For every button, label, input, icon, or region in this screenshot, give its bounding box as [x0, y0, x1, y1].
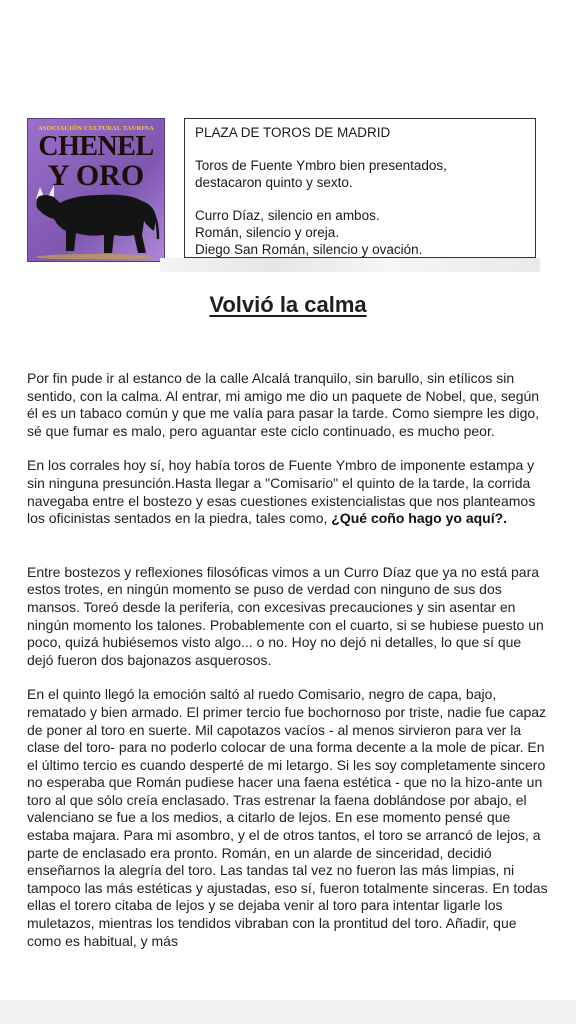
logo-name-line1: CHENEL: [38, 131, 154, 162]
article-body: [27, 370, 551, 967]
article-title: [0, 292, 576, 318]
chenel-y-oro-logo: [27, 118, 165, 262]
scan-artifact: [160, 258, 540, 272]
logo-association-text: ASOCIACIÓN CULTURAL TAURINA: [37, 125, 155, 132]
bull-icon: [30, 179, 162, 259]
venue-name: PLAZA DE TOROS DE MADRID: [195, 125, 391, 140]
paragraph-2: [27, 457, 551, 527]
result-curro-diaz: Curro Díaz, silencio en ambos.: [195, 208, 380, 223]
article-title-text: Volvió la calma: [209, 292, 367, 317]
bottom-fade: [0, 960, 576, 1000]
paragraph-3: Entre bostezos y reflexiones filosóficas vimos a un Curro Díaz que ya no está para estos trotes, en ningún momento se puso de verdad con ninguno de sus dos mansos. Toreó desde la periferia, con excesivas precauciones y sin asentar en ningún momento los talones. Probablemente con el cuarto, si se hubiese puesto un poco, quizá hubiésemos visto algo... o no. Hoy no dejó ni detalles, lo que sí que dejó fueron dos bajonazos asquerosos.: [27, 563, 544, 668]
logo-name-line2: Y ORO: [47, 159, 145, 192]
result-diego-san-roman: Diego San Román, silencio y ovación.: [195, 242, 423, 257]
paragraph-1: Por fin pude ir al estanco de la calle Alcalá tranquilo, sin barullo, sin etílicos sin sentido, con la calma. Al entrar, mi amigo me dio un paquete de Nobel, que, según él es un tabaco común y que me valía para pasar la tarde. Como siempre les digo, sé que fumar es malo, pero aguantar este ciclo continuado, es mucho peor.: [27, 370, 540, 439]
bullfight-summary-box: [184, 118, 536, 258]
paragraph-2-bold-question: ¿Qué coño hago yo aquí?.: [331, 510, 508, 527]
result-roman: Román, silencio y oreja.: [195, 225, 340, 240]
paragraph-4: En el quinto llegó la emoción saltó al ruedo Comisario, negro de capa, bajo, rematado y bien armado. El primer tercio fue bochornoso por triste, nadie fue capaz de poner al toro en suerte. Mil capotazos vacíos - al menos sirvieron para ver la clase del toro- para no poderlo colocar de una forma decente a la mole de picar. En el último tercio es cuando desperté de mi letargo. Si les soy completamente sincero no esperaba que Román pudiese hacer una faena estética - que no la hizo-ante un toro al que sólo creía enclasado. Tras estrenar la faena doblándose por abajo, el valenciano se fue a los medios, a citarlo de lejos. En ese momento pensé que estaba majara. Para mi asombro, y el de otros tantos, el toro se arrancó de lejos, a parte de enclasado era pronto. Román, en un alarde de sinceridad, decidió enseñarnos la alegría del toro. Las tandas tal vez no fueron las más limpias, ni tampoco las más estéticas y ajustadas, eso sí, fueron totalmente sinceras. En todas ellas el torero citaba de lejos y se dejaba venir al toro para intentar ligarle los muletazos, mientras los tendidos vibraban con la prontitud del toro. Añadir, que como es habitual, y más: [27, 686, 548, 949]
bulls-summary-line2: destacaron quinto y sexto.: [195, 175, 353, 190]
bulls-summary-line1: Toros de Fuente Ymbro bien presentados,: [195, 158, 447, 173]
paragraph-2-text: En los corrales hoy sí, hoy había toros de Fuente Ymbro de imponente estampa y sin ninguna presunción.Hasta llegar a "Comisario" el quinto de la tarde, la corrida navegaba entre el bostezo y esas cuestiones existencialistas que nos planteamos los oficinistas sentados en la piedra, tales como,: [27, 457, 536, 527]
bottom-bar: [0, 1000, 576, 1024]
